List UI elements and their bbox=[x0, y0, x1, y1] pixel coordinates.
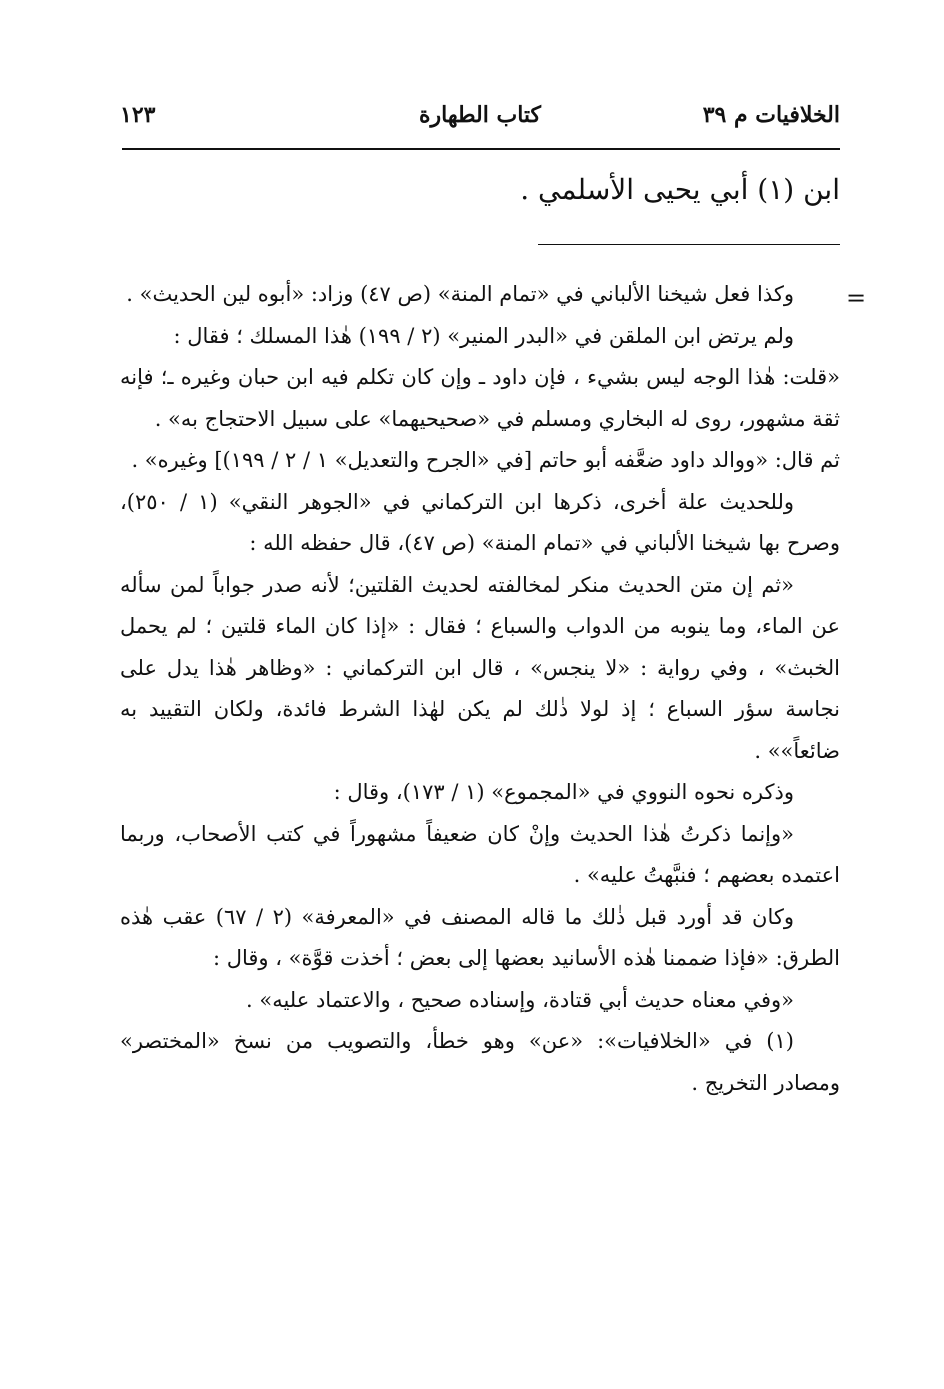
page-number: ١٢٣ bbox=[120, 102, 156, 128]
paragraph: ثم قال: «ووالد داود ضعَّفه أبو حاتم [في «الجرح والتعديل» ١ / ٢ / ١٩٩)] وغيره» . bbox=[131, 448, 840, 472]
page-header bbox=[120, 102, 840, 142]
paragraph: ولم يرتض ابن الملقن في «البدر المنير» (٢ / ١٩٩) هٰذا المسلك ؛ فقال : bbox=[173, 323, 794, 348]
header-rule bbox=[122, 148, 840, 150]
footnote-separator bbox=[538, 244, 840, 245]
footnote-text: (١) في «الخلافيات»: «عن» وهو خطأ، والتصويب من نسخ «المختصر» ومصادر التخريج . bbox=[120, 1029, 840, 1095]
quote-paragraph: «وفي معناه حديث أبي قتادة، وإسناده صحيح ، والاعتماد عليه» . bbox=[246, 987, 794, 1012]
continuation-mark: = bbox=[846, 284, 867, 312]
header-book-title: الخلافيات م ٣٩ bbox=[702, 102, 840, 128]
paragraph: وكذا فعل شيخنا الألباني في «تمام المنة» (ص ٤٧) وزاد: «أبوه لين الحديث» . bbox=[126, 282, 794, 306]
main-text: ابن (١) أبي يحيى الأسلمي . bbox=[520, 173, 840, 206]
header-chapter-title: كتاب الطهارة bbox=[418, 102, 542, 128]
paragraph: وللحديث علة أخرى، ذكرها ابن التركماني في «الجوهر النقي» (١ / ٢٥٠)، وصرح بها شيخنا الألباني في «تمام المنة» (ص ٤٧)، قال حفظه الله : bbox=[120, 489, 840, 555]
footnote-body bbox=[120, 274, 840, 1104]
quote-paragraph: «ثم إن متن الحديث منكر لمخالفته لحديث القلتين؛ لأنه صدر جواباً لمن سأله عن الماء، وما ينوبه من الدواب والسباع ؛ فقال : «إذا كان الماء قلتين ؛ لم يحمل الخبث» ، وفي رواية : «لا ينجس» ، قال ابن التركماني : «وظاهر هٰذا يدل على نجاسة سؤر السباع ؛ إذ لولا ذٰلك لم يكن لهٰذا الشرط فائدة، ولكان التقييد به ضائعاً»» . bbox=[120, 572, 840, 763]
quote-paragraph: «وإنما ذكرتُ هٰذا الحديث وإنْ كان ضعيفاً مشهوراً في كتب الأصحاب، وربما اعتمده بعضهم ؛ فنبَّهتُ عليه» . bbox=[120, 821, 840, 887]
paragraph: وكان قد أورد قبل ذٰلك ما قاله المصنف في «المعرفة» (٢ / ٦٧) عقب هٰذه الطرق: «فإذا ضممنا هٰذه الأسانيد بعضها إلى بعض ؛ أخذت قوَّة» ، وقال : bbox=[120, 904, 840, 970]
quote-paragraph: «قلت: هٰذا الوجه ليس بشيء ، فإن داود ـ وإن كان تكلم فيه ابن حبان وغيره ـ؛ فإنه ثقة مشهور، روى له البخاري ومسلم في «صحيحيهما» على سبيل الاحتجاج به» . bbox=[120, 365, 840, 431]
paragraph: وذكره نحوه النووي في «المجموع» (١ / ١٧٣)، وقال : bbox=[333, 780, 794, 804]
